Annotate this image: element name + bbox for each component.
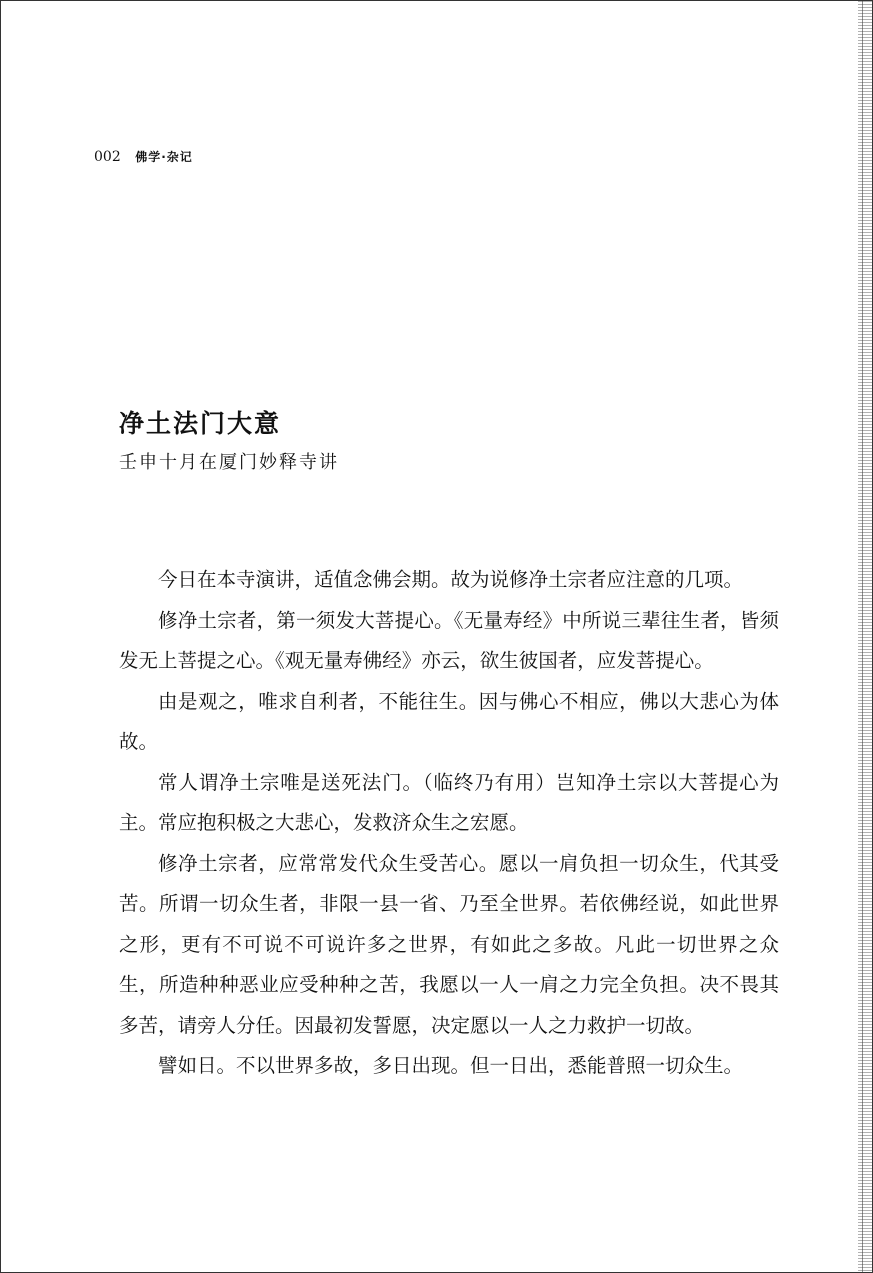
article-subtitle: 壬申十月在厦门妙释寺讲 (119, 452, 339, 473)
paragraph: 修净土宗者，第一须发大菩提心。《无量寿经》中所说三辈往生者，皆须发无上菩提之心。《观无量寿佛经》亦云，欲生彼国者，应发菩提心。 (119, 608, 779, 672)
article-title: 净土法门大意 (119, 409, 282, 438)
paragraph: 修净土宗者，应常常发代众生受苦心。愿以一肩负担一切众生，代其受苦。所谓一切众生者，非限一县一省、乃至全世界。若依佛经说，如此世界之形，更有不可说不可说许多之世界，有如此之多故。凡此一切世界之众生，所造种种恶业应受种种之苦，我愿以一人一肩之力完全负担。决不畏其多苦，请旁人分任。因最初发誓愿，决定愿以一人之力救护一切故。 (119, 851, 779, 1037)
paragraph: 常人谓净土宗唯是送死法门。（临终乃有用）岂知净土宗以大菩提心为主。常应抱积极之大悲心，发救济众生之宏愿。 (119, 770, 779, 834)
scan-edge-shadow (858, 1, 872, 1272)
paragraph: 由是观之，唯求自利者，不能往生。因与佛心不相应，佛以大悲心为体故。 (119, 689, 779, 753)
paragraph: 今日在本寺演讲，适值念佛会期。故为说修净土宗者应注意的几项。 (158, 568, 744, 591)
scan-edge-line (862, 1, 863, 1272)
page-number: 002 (94, 149, 121, 165)
body-text (119, 560, 779, 1087)
book-title: 佛学·杂记 (135, 150, 193, 164)
running-header (94, 148, 193, 166)
paragraph: 譬如日。不以世界多故，多日出现。但一日出，悉能普照一切众生。 (158, 1054, 744, 1077)
